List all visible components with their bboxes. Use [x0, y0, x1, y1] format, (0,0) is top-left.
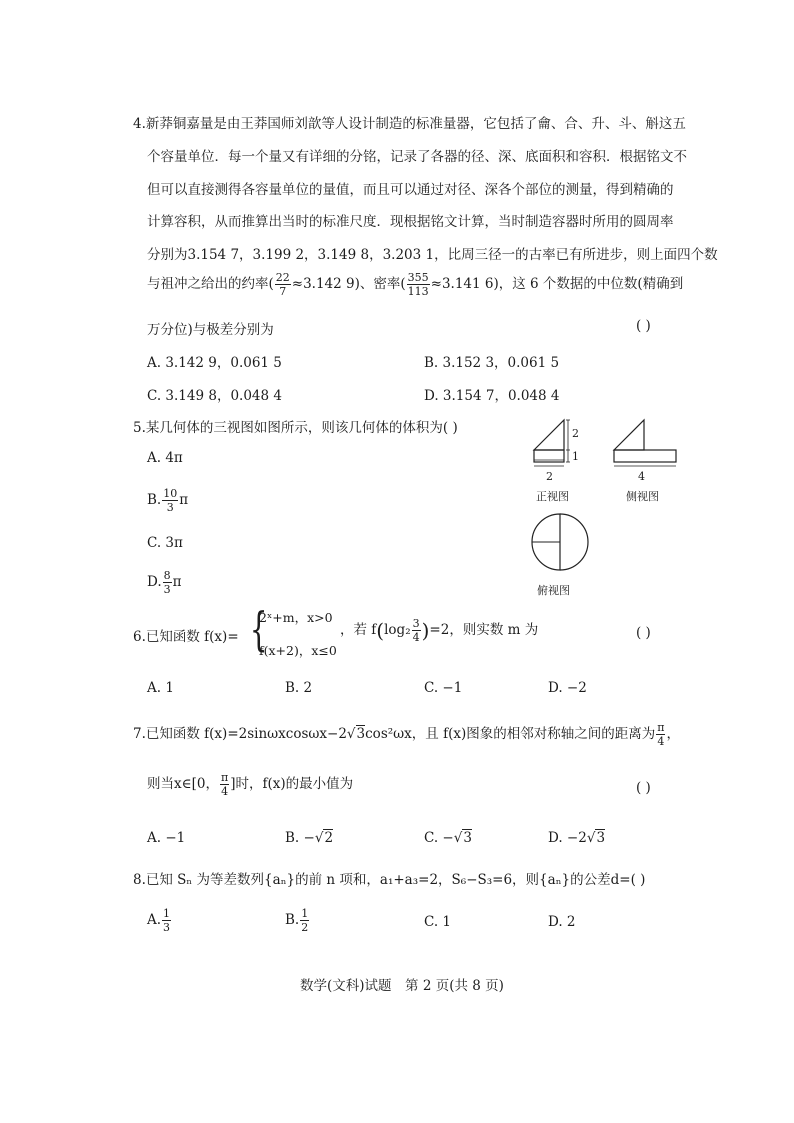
- q7-line-2-a: 则当x∈[0，: [147, 776, 219, 792]
- q6-prefix: 6.已知函数 f(x)=: [133, 629, 239, 645]
- q6-log-num: 3: [412, 617, 420, 630]
- milv-denominator: 113: [407, 285, 429, 298]
- q7-option-b: B. −√2: [285, 830, 334, 846]
- q4-option-a: A. 3.142 9，0.061 5: [147, 355, 282, 371]
- side-view-label: 侧视图: [626, 490, 659, 503]
- q8-option-a-den: 3: [163, 921, 171, 934]
- q4-answer-paren: ( ): [636, 318, 651, 334]
- q6-case-1: 2ˣ+m，x>0: [259, 610, 333, 625]
- dim-label-4: 4: [638, 470, 645, 483]
- q5-option-d-num: 8: [163, 569, 171, 582]
- top-view-figure: [530, 512, 590, 574]
- q6-answer-paren: ( ): [636, 625, 651, 641]
- q7-answer-paren: ( ): [636, 780, 651, 796]
- q6-option-d: D. −2: [548, 680, 587, 696]
- q6-option-a: A. 1: [147, 680, 174, 696]
- yuelv-numerator: 22: [275, 271, 290, 284]
- q5-option-d: [147, 570, 182, 595]
- q8-option-a: [147, 908, 172, 933]
- q5-option-b: [147, 488, 188, 513]
- front-view-figure: [528, 414, 588, 486]
- side-view-figure: [610, 414, 682, 486]
- q4-line-1: 4.新莽铜嘉量是由王莽国师刘歆等人设计制造的标准量器，它包括了龠、合、升、斗、斛这五: [133, 116, 686, 132]
- yuelv-denominator: 7: [279, 285, 287, 298]
- q6-log: log₂: [384, 622, 411, 638]
- q7-pi-den: 4: [657, 735, 665, 748]
- q8-option-b-prefix: B.: [285, 912, 300, 928]
- q8-option-a-prefix: A.: [147, 912, 162, 928]
- q5-option-b-num: 10: [163, 487, 178, 500]
- q6-option-b: B. 2: [285, 680, 313, 696]
- q5-option-a: A. 4π: [147, 450, 183, 466]
- q5-option-b-prefix: B.: [147, 492, 162, 508]
- milv-fraction: [407, 272, 430, 297]
- q5-option-d-prefix: D.: [147, 574, 162, 590]
- q8-option-d: D. 2: [548, 914, 576, 930]
- q7-line-1-b: cos²ωx，且 f(x)图象的相邻对称轴之间的距离为: [365, 726, 656, 742]
- q7-line-2-den: 4: [221, 785, 229, 798]
- top-view-label: 俯视图: [537, 584, 570, 597]
- q6-condition: ，若 f(log₂ $\frac{3}{4}$ )=2，则实数 m 为: [340, 617, 539, 644]
- q7-option-b-radicand: 2: [324, 830, 334, 846]
- q5-option-b-suffix: π: [179, 492, 189, 508]
- q4-line-6-b: ≈3.142 9)、密率(: [291, 276, 406, 292]
- dim-label-1: 1: [572, 450, 579, 463]
- q7-pi-num: π: [657, 721, 665, 734]
- q8-stem: 8.已知 Sₙ 为等差数列{aₙ}的前 n 项和，a₁+a₃=2，S₆−S₃=6，则{aₙ}的公差d=( ): [133, 872, 646, 888]
- q8-option-b-den: 2: [301, 921, 309, 934]
- q7-line-1: 7.已知函数 f(x)=2sinωxcosωx−2√3cos²ωx，且 f(x)图象的相邻对称轴之间的距离为 $\frac{\pi}{4}$ ，: [133, 721, 680, 748]
- dim-label-2-bottom: 2: [546, 470, 553, 483]
- q6-option-c: C. −1: [424, 680, 463, 696]
- q7-option-d-prefix: D. −2: [548, 830, 587, 846]
- q6-log-den: 4: [412, 631, 420, 644]
- q4-line-6: [147, 272, 683, 297]
- front-view-label: 正视图: [536, 490, 569, 503]
- q4-option-b: B. 3.152 3，0.061 5: [424, 355, 560, 371]
- q7-option-b-prefix: B. −: [285, 830, 315, 846]
- q8-option-b-num: 1: [301, 907, 309, 920]
- q7-option-d-radicand: 3: [596, 830, 606, 846]
- q4-line-6-a: 与祖冲之给出的约率(: [147, 276, 274, 292]
- q5-option-c: C. 3π: [147, 535, 183, 551]
- yuelv-fraction: [275, 272, 291, 297]
- q4-option-d: D. 3.154 7，0.048 4: [424, 388, 560, 404]
- q5-stem: 5.某几何体的三视图如图所示，则该几何体的体积为( ): [133, 420, 458, 436]
- q7-option-d: D. −2√3: [548, 830, 606, 846]
- q5-option-b-den: 3: [166, 501, 174, 514]
- q7-line-2-b: ]时，f(x)的最小值为: [230, 776, 354, 792]
- q7-sqrt3: 3: [356, 726, 366, 742]
- q7-option-c-radicand: 3: [463, 830, 472, 846]
- q8-option-b: [285, 908, 310, 933]
- q4-line-7: 万分位)与极差分别为: [147, 322, 274, 338]
- q4-line-6-c: ≈3.141 6)，这 6 个数据的中位数(精确到: [430, 276, 684, 292]
- q6-case-2: f(x+2)，x≤0: [259, 643, 337, 658]
- q6-brace: {: [249, 602, 268, 656]
- q7-line-2: [147, 772, 353, 797]
- q4-line-4: 计算容积，从而推算出当时的标准尺度．现根据铭文计算，当时制造容器时所用的圆周率: [147, 214, 674, 230]
- q4-option-c: C. 3.149 8，0.048 4: [147, 388, 282, 404]
- q4-line-3: 但可以直接测得各容量单位的量值，而且可以通过对径、深各个部位的测量，得到精确的: [147, 182, 674, 198]
- page-footer: 数学(文科)试题 第 2 页(共 8 页): [300, 978, 504, 994]
- q7-option-c-prefix: C. −: [424, 830, 454, 846]
- q6-mid-a: ，若 f: [340, 622, 377, 638]
- q7-line-1-a: 7.已知函数 f(x)=2sinωxcosωx−2: [133, 726, 347, 742]
- q7-option-c: C. −√3: [424, 830, 472, 846]
- milv-numerator: 355: [407, 271, 429, 284]
- q5-option-d-den: 3: [163, 583, 171, 596]
- q5-option-d-suffix: π: [172, 574, 182, 590]
- q7-option-a: A. −1: [147, 830, 186, 846]
- q4-line-2: 个容量单位．每一个量又有详细的分铭，记录了各器的径、深、底面积和容积．根据铭文不: [147, 149, 687, 165]
- q7-line-1-c: ，: [666, 726, 680, 742]
- q4-line-5: 分别为3.154 7，3.199 2，3.149 8，3.203 1，比周三径一的古率已有所进步，则上面四个数: [147, 247, 718, 263]
- dim-label-2-top: 2: [572, 427, 579, 440]
- q8-option-a-num: 1: [163, 907, 171, 920]
- q8-option-c: C. 1: [424, 914, 452, 930]
- q6-mid-b: =2，则实数 m 为: [429, 622, 539, 638]
- q7-line-2-num: π: [220, 771, 229, 784]
